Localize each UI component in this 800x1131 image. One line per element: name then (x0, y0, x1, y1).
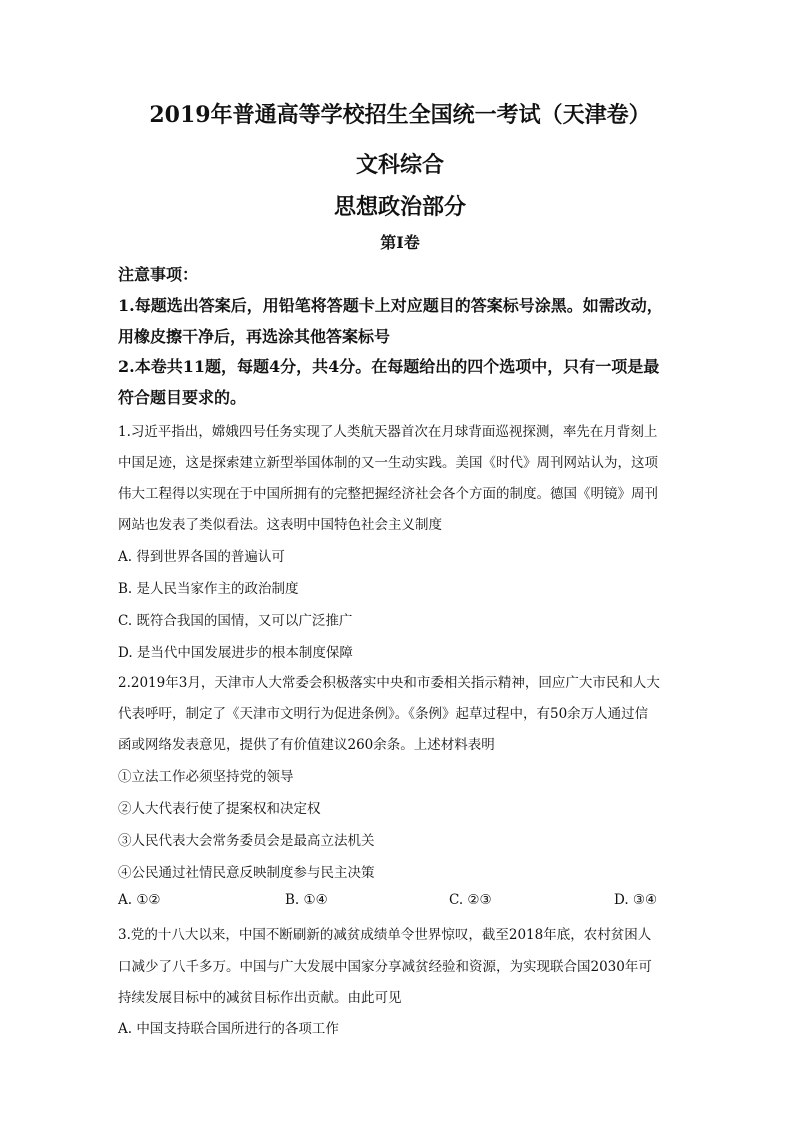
note-1-line-2: 用橡皮擦干净后，再选涂其他答案标号 (118, 327, 391, 346)
q2-statement-2: ②人大代表行使了提案权和决定权 (118, 801, 321, 817)
q2-stem-line: 代表呼吁，制定了《天津市文明行为促进条例》。《条例》起草过程中，有50余万人通过信 (118, 706, 649, 722)
q2-option-d: D. ③④ (614, 892, 658, 908)
q1-option-c: C. 既符合我国的国情，又可以广泛推广 (118, 613, 353, 629)
q1-stem-line: 1.习近平指出，嫦娥四号任务实现了人类航天器首次在月球背面巡视探测，率先在月背刻上 (118, 424, 658, 440)
exam-title: 2019年普通高等学校招生全国统一考试（天津卷） (149, 102, 651, 128)
q2-statement-1: ①立法工作必须坚持党的领导 (118, 769, 294, 785)
q1-stem-line: 中国足迹，这是探索建立新型举国体制的又一生动实践。美国《时代》周刊网站认为，这项 (118, 455, 658, 471)
q2-stem-line: 2.2019年3月，天津市人大常委会积极落实中央和市委相关指示精神，回应广大市民和人大 (118, 675, 660, 691)
q1-stem-line: 伟大工程得以实现在于中国所拥有的完整把握经济社会各个方面的制度。德国《明镜》周刊 (118, 486, 658, 502)
q1-option-b: B. 是人民当家作主的政治制度 (118, 581, 299, 597)
q2-option-c: C. ②③ (449, 892, 492, 908)
note-2-line-2: 符合题目要求的。 (118, 388, 247, 407)
exam-section: 思想政治部分 (333, 194, 466, 220)
q2-stem-line: 函或网络发表意见，提供了有价值建议260余条。上述材料表明 (118, 737, 495, 753)
q3-stem-line: 持续发展目标中的减贫目标作出贡献。由此可见 (118, 990, 402, 1006)
note-2-line-1: 2.本卷共11题，每题4分，共4分。在每题给出的四个选项中，只有一项是最 (118, 357, 660, 376)
q2-statement-3: ③人民代表大会常务委员会是最高立法机关 (118, 833, 375, 849)
q1-stem-line: 网站也发表了类似看法。这表明中国特色社会主义制度 (118, 517, 442, 533)
exam-subject: 文科综合 (355, 152, 444, 178)
exam-volume: 第I卷 (380, 233, 420, 252)
q2-option-a: A. ①② (118, 892, 161, 908)
q2-option-b: B. ①④ (285, 892, 328, 908)
notes-heading: 注意事项： (118, 265, 199, 284)
q3-option-a: A. 中国支持联合国所进行的各项工作 (118, 1021, 339, 1037)
q1-option-d: D. 是当代中国发展进步的根本制度保障 (118, 645, 353, 661)
q3-stem-line: 口减少了八千多万。中国与广大发展中国家分享减贫经验和资源，为实现联合国2030年可 (118, 959, 652, 975)
q1-option-a: A. 得到世界各国的普遍认可 (118, 549, 285, 565)
q2-statement-4: ④公民通过社情民意反映制度参与民主决策 (118, 865, 375, 881)
note-1-line-1: 1.每题选出答案后，用铅笔将答题卡上对应题目的答案标号涂黑。如需改动， (118, 296, 663, 315)
q3-stem-line: 3.党的十八大以来，中国不断刷新的减贫成绩单令世界惊叹，截至2018年底，农村贫困人 (118, 927, 652, 943)
